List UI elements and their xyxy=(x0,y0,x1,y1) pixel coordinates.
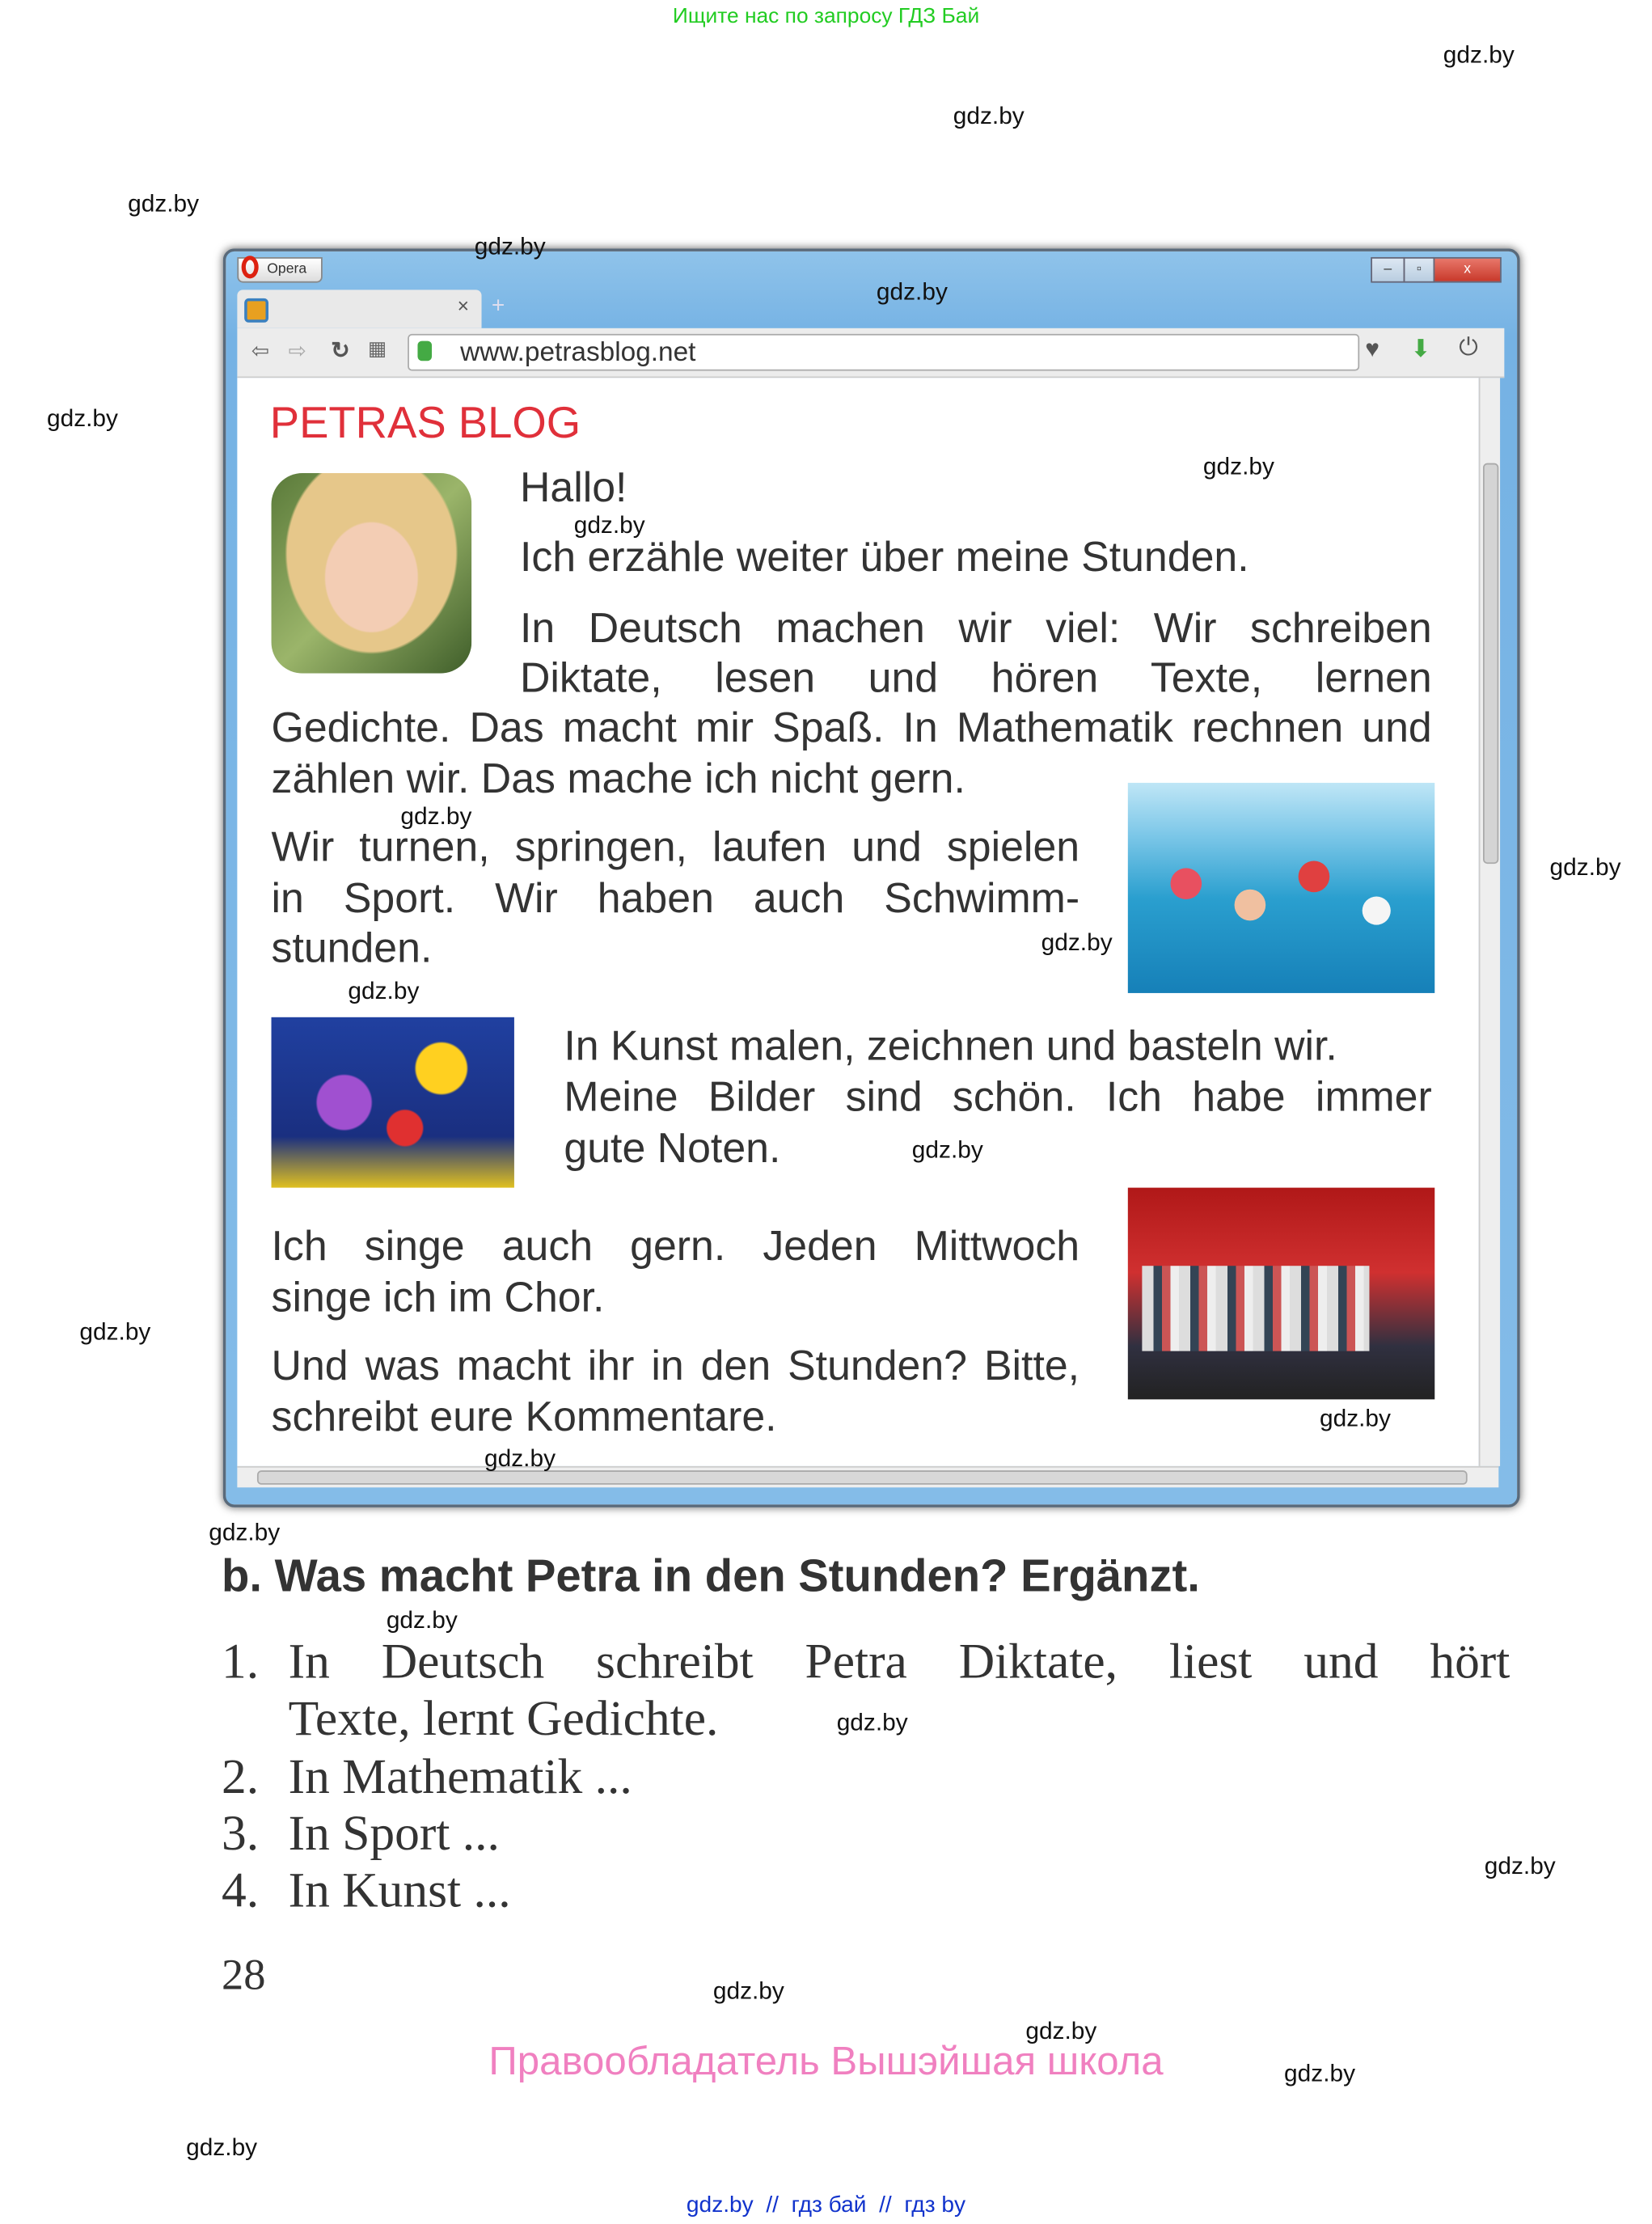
heart-icon[interactable]: ♥ xyxy=(1365,335,1379,362)
forward-icon[interactable]: ⇨ xyxy=(288,339,306,364)
watermark: gdz.by xyxy=(79,1318,151,1346)
watermark: gdz.by xyxy=(474,233,546,260)
watermark: gdz.by xyxy=(876,278,948,306)
watermark: gdz.by xyxy=(1549,853,1621,882)
paragraph-line: zählen wir. Das mache ich nicht gern. xyxy=(271,755,965,803)
paragraph-line: In Kunst malen, zeichnen und basteln wir. xyxy=(564,1022,1337,1070)
item-number: 3. xyxy=(222,1805,260,1862)
url-text[interactable]: www.petrasblog.net xyxy=(460,338,696,368)
watermark: gdz.by xyxy=(1025,2017,1097,2044)
watermark: gdz.by xyxy=(1443,40,1515,69)
page-content xyxy=(237,378,1478,1466)
speed-dial-icon[interactable]: ▦ xyxy=(367,336,387,360)
watermark: gdz.by xyxy=(836,1709,908,1736)
download-icon[interactable]: ⬇ xyxy=(1410,335,1431,362)
watermark: gdz.by xyxy=(953,102,1025,129)
horizontal-scroll-thumb[interactable] xyxy=(257,1470,1468,1485)
paragraph-line: Wir turnen, springen, laufen und spielen xyxy=(271,823,1080,871)
paragraph-line: Meine Bilder sind schön. Ich habe immer xyxy=(564,1074,1432,1122)
tab-close-button[interactable]: × xyxy=(457,294,470,317)
paragraph-line: stunden. xyxy=(271,924,433,972)
paragraph-line: singe ich im Chor. xyxy=(271,1274,605,1321)
paragraph-line: in Sport. Wir haben auch Schwimm- xyxy=(271,875,1080,923)
paragraph-line: Gedichte. Das macht mir Spaß. In Mathematik rechnen und xyxy=(271,704,1432,752)
watermark: gdz.by xyxy=(484,1444,556,1472)
watermark: gdz.by xyxy=(1202,453,1274,480)
browser-window xyxy=(223,248,1520,1507)
item-number: 4. xyxy=(222,1862,260,1918)
back-icon[interactable]: ⇦ xyxy=(251,339,270,364)
watermark: gdz.by xyxy=(348,977,420,1004)
watermark: gdz.by xyxy=(712,1977,784,2005)
choir-photo xyxy=(1128,1188,1434,1400)
browser-tab[interactable] xyxy=(237,290,481,328)
power-icon[interactable]: ⏻ xyxy=(1459,333,1478,362)
answer-line: In Kunst ... xyxy=(288,1862,511,1918)
answer-line: Texte, lernt Gedichte. xyxy=(288,1690,719,1746)
browser-toolbar xyxy=(237,328,1504,378)
vertical-scroll-thumb[interactable] xyxy=(1483,463,1498,864)
address-bar[interactable] xyxy=(408,334,1359,371)
watermark: gdz.by xyxy=(1284,2060,1356,2087)
greeting: Hallo! xyxy=(519,464,627,512)
girl-photo xyxy=(272,473,472,674)
item-number: 1. xyxy=(222,1634,260,1689)
paragraph-line: gute Noten. xyxy=(564,1125,781,1173)
reload-icon[interactable]: ↻ xyxy=(331,339,350,364)
answer-line: In Mathematik ... xyxy=(288,1748,632,1805)
paragraph-line: Diktate, lesen und hören Texte, lernen xyxy=(519,654,1432,702)
blog-title: PETRAS BLOG xyxy=(269,397,581,448)
minimize-button[interactable]: – xyxy=(1371,257,1405,283)
watermark: gdz.by xyxy=(386,1606,458,1634)
fish-painting xyxy=(272,1017,514,1188)
page-number: 28 xyxy=(222,1949,266,1999)
watermark: gdz.by xyxy=(1484,1852,1556,1880)
top-note: Ищите нас по запросу ГДЗ Бай xyxy=(672,4,980,29)
watermark: gdz.by xyxy=(1319,1405,1391,1432)
watermark: gdz.by xyxy=(186,2133,258,2161)
paragraph-line: Ich singe auch gern. Jeden Mittwoch xyxy=(271,1223,1080,1271)
watermark: gdz.by xyxy=(1041,928,1113,957)
footer-links[interactable]: gdz.by // гдз бай // гдз by xyxy=(686,2193,966,2218)
watermark: gdz.by xyxy=(209,1518,281,1546)
opera-menu-button[interactable] xyxy=(237,257,322,283)
answer-line: In Sport ... xyxy=(288,1805,500,1862)
intro-text: Ich erzähle weiter über meine Stunden. xyxy=(519,534,1249,581)
secure-lock-icon xyxy=(417,341,432,362)
watermark: gdz.by xyxy=(573,511,645,539)
vertical-scrollbar[interactable] xyxy=(1479,378,1500,1466)
watermark: gdz.by xyxy=(128,190,200,218)
opera-logo-icon xyxy=(242,256,259,278)
tab-favicon-icon xyxy=(244,298,268,323)
opera-label: Opera xyxy=(267,261,307,277)
item-number: 2. xyxy=(222,1748,260,1805)
maximize-button[interactable]: ▫ xyxy=(1404,257,1435,283)
watermark: gdz.by xyxy=(911,1136,983,1164)
copyright-notice: Правообладатель Вышэйшая школа xyxy=(488,2038,1164,2083)
watermark: gdz.by xyxy=(46,404,118,433)
answer-line: In Deutsch schreibt Petra Diktate, liest und hört xyxy=(288,1634,1510,1689)
watermark: gdz.by xyxy=(400,802,472,830)
exercise-heading: b. Was macht Petra in den Stunden? Ergänzt. xyxy=(222,1550,1200,1601)
swimming-photo xyxy=(1128,783,1434,993)
horizontal-scrollbar[interactable] xyxy=(237,1466,1498,1487)
paragraph-line: In Deutsch machen wir viel: Wir schreiben xyxy=(519,605,1432,653)
close-window-button[interactable]: x xyxy=(1434,257,1502,283)
paragraph-line: schreibt eure Kommentare. xyxy=(271,1393,777,1441)
new-tab-button[interactable]: + xyxy=(491,294,505,319)
paragraph-line: Und was macht ihr in den Stunden? Bitte, xyxy=(271,1342,1080,1390)
